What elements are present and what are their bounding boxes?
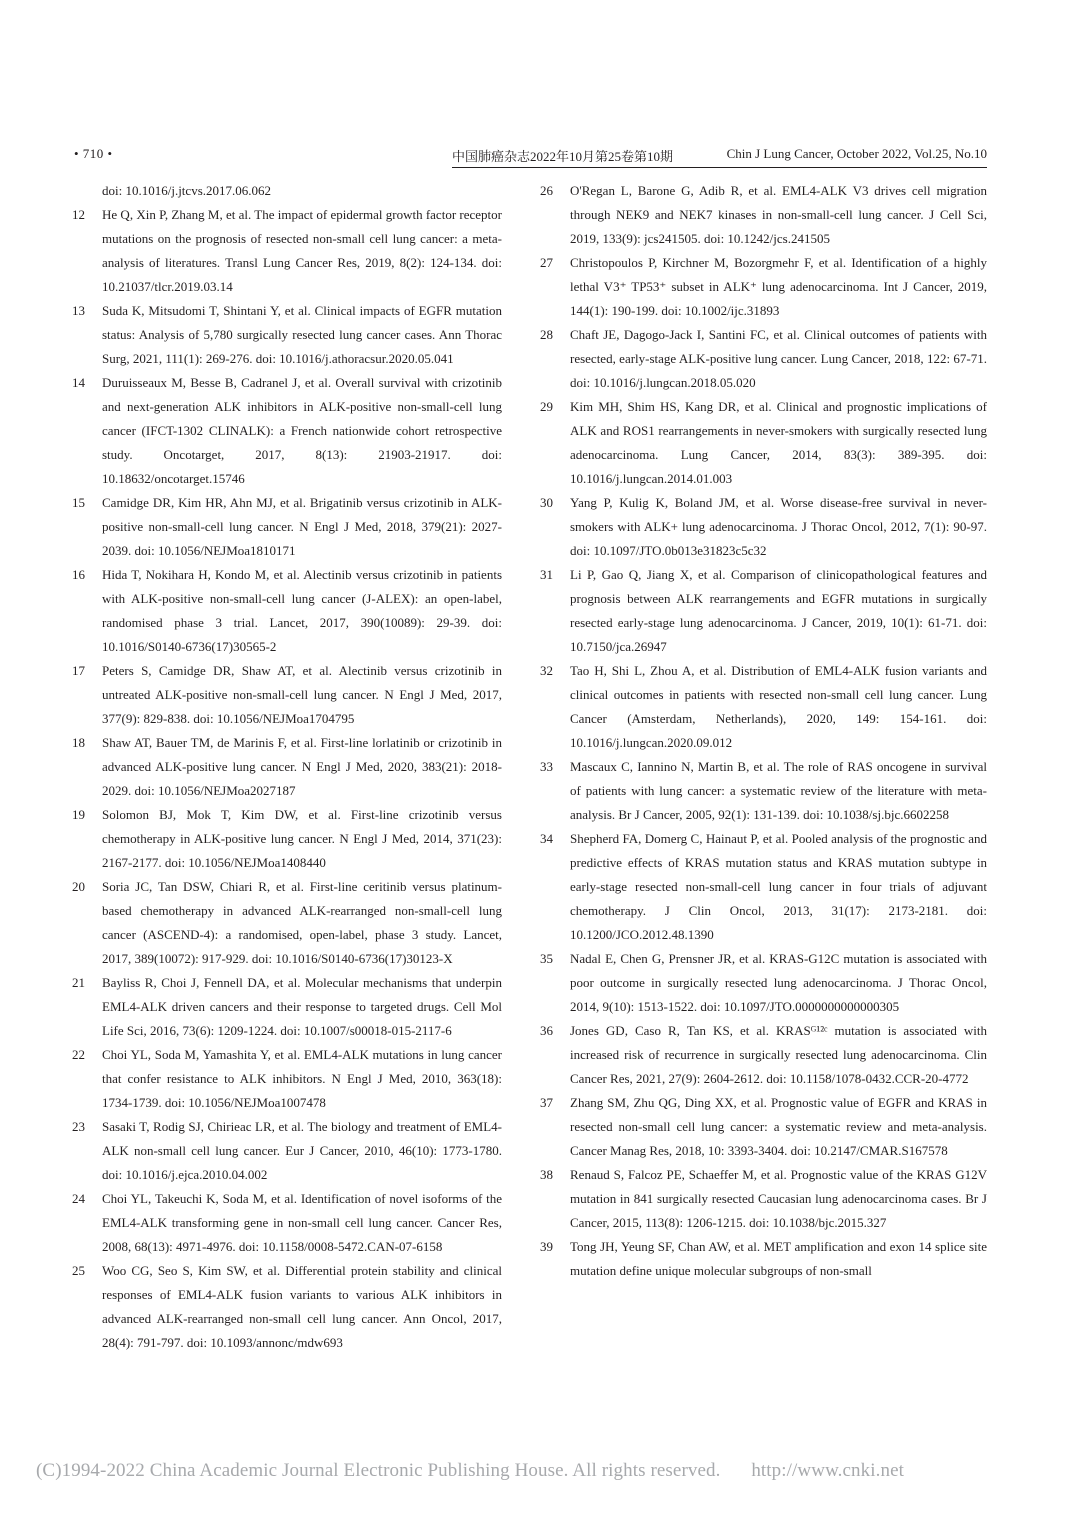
reference-item xyxy=(72,563,502,659)
reference-number: 20 xyxy=(72,879,85,894)
reference-text: Camidge DR, Kim HR, Ahn MJ, et al. Brigatinib versus crizotinib in ALK-positive non-small-cell lung cancer. N Engl J Med, 2018, 379(21): 2027-2039. doi: 10.1056/NEJMoa1810171 xyxy=(102,495,502,558)
reference-number: 37 xyxy=(540,1095,553,1110)
reference-item xyxy=(72,1187,502,1259)
reference-text: Choi YL, Takeuchi K, Soda M, et al. Identification of novel isoforms of the EML4-ALK transforming gene in non-small cell lung cancer. Cancer Res, 2008, 68(13): 4971-4976. doi: 10.1158/0008-5472.CAN-07-6158 xyxy=(102,1191,502,1254)
reference-number: 16 xyxy=(72,567,85,582)
reference-text: Chaft JE, Dagogo-Jack I, Santini FC, et al. Clinical outcomes of patients with resected, early-stage ALK-positive lung cancer. Lung Cancer, 2018, 122: 67-71. doi: 10.1016/j.lungcan.2018.05.020 xyxy=(570,327,987,390)
reference-number: 23 xyxy=(72,1119,85,1134)
reference-number: 28 xyxy=(540,327,553,342)
reference-item xyxy=(540,179,987,251)
reference-item xyxy=(72,803,502,875)
reference-number: 21 xyxy=(72,975,85,990)
reference-item xyxy=(72,971,502,1043)
reference-text: Zhang SM, Zhu QG, Ding XX, et al. Prognostic value of EGFR and KRAS in resected non-small cell lung cancer: a systematic review and meta-analysis. Cancer Manag Res, 2018, 10: 3393-3404. doi: 10.2147/CMAR.S167578 xyxy=(570,1095,987,1158)
reference-item xyxy=(72,203,502,299)
reference-item xyxy=(72,875,502,971)
reference-text: Kim MH, Shim HS, Kang DR, et al. Clinical and prognostic implications of ALK and ROS1 rearrangements in never-smokers with surgically resected lung adenocarcinoma. Lung Cancer, 2014, 83(3): 389-395. doi: 10.1016/j.lungcan.2014.01.003 xyxy=(570,399,987,486)
reference-column-left xyxy=(72,179,502,1355)
reference-number: 14 xyxy=(72,375,85,390)
reference-text: Suda K, Mitsudomi T, Shintani Y, et al. Clinical impacts of EGFR mutation status: Analysis of 5,780 surgically resected lung cancer cases. Ann Thorac Surg, 2021, 111(1): 269-276. doi: 10.1016/j.athoracsur.2020.05.041 xyxy=(102,303,502,366)
reference-item xyxy=(540,659,987,755)
reference-number: 24 xyxy=(72,1191,85,1206)
reference-number: 25 xyxy=(72,1263,85,1278)
reference-number: 17 xyxy=(72,663,85,678)
reference-text: doi: 10.1016/j.jtcvs.2017.06.062 xyxy=(102,183,271,198)
reference-text: He Q, Xin P, Zhang M, et al. The impact of epidermal growth factor receptor mutations on the prognosis of resected non-small cell lung cancer: a meta-analysis of literatures. Transl Lung Cancer Res, 2019, 8(2): 124-134. doi: 10.21037/tlcr.2019.03.14 xyxy=(102,207,502,294)
reference-number: 22 xyxy=(72,1047,85,1062)
reference-text: Tong JH, Yeung SF, Chan AW, et al. MET amplification and exon 14 splice site mutation define unique molecular subgroups of non-small xyxy=(570,1239,987,1278)
reference-item xyxy=(72,299,502,371)
reference-item xyxy=(540,563,987,659)
reference-item xyxy=(540,395,987,491)
reference-number: 26 xyxy=(540,183,553,198)
reference-number: 31 xyxy=(540,567,553,582)
journal-title-cn: 中国肺癌杂志2022年10月第25卷第10期 xyxy=(452,149,674,164)
reference-item xyxy=(72,659,502,731)
reference-number: 38 xyxy=(540,1167,553,1182)
reference-text: Nadal E, Chen G, Prensner JR, et al. KRAS-G12C mutation is associated with poor outcome in surgically resected lung adenocarcinoma. J Thorac Oncol, 2014, 9(10): 1513-1522. doi: 10.1097/JTO.0000000000000305 xyxy=(570,951,987,1014)
reference-item xyxy=(72,371,502,491)
reference-text: Bayliss R, Choi J, Fennell DA, et al. Molecular mechanisms that underpin EML4-ALK driven cancers and their response to targeted drugs. Cell Mol Life Sci, 2016, 73(6): 1209-1224. doi: 10.1007/s00018-015-2117-6 xyxy=(102,975,502,1038)
reference-number: 30 xyxy=(540,495,553,510)
journal-title-en: Chin J Lung Cancer, October 2022, Vol.25, No.10 xyxy=(726,146,987,161)
reference-item xyxy=(72,491,502,563)
copyright-footer xyxy=(36,1460,904,1482)
reference-text: Hida T, Nokihara H, Kondo M, et al. Alectinib versus crizotinib in patients with ALK-positive non-small-cell lung cancer (J-ALEX): an open-label, randomised phase 3 trial. Lancet, 2017, 390(10089): 29-39. doi: 10.1016/S0140-6736(17)30565-2 xyxy=(102,567,502,654)
reference-item xyxy=(72,1259,502,1355)
reference-number: 13 xyxy=(72,303,85,318)
reference-number: 29 xyxy=(540,399,553,414)
reference-number: 15 xyxy=(72,495,85,510)
reference-text: Sasaki T, Rodig SJ, Chirieac LR, et al. The biology and treatment of EML4-ALK non-small cell lung cancer. Eur J Cancer, 2010, 46(10): 1773-1780. doi: 10.1016/j.ejca.2010.04.002 xyxy=(102,1119,502,1182)
reference-text: Choi YL, Soda M, Yamashita Y, et al. EML4-ALK mutations in lung cancer that confer resistance to ALK inhibitors. N Engl J Med, 2010, 363(18): 1734-1739. doi: 10.1056/NEJMoa1007478 xyxy=(102,1047,502,1110)
reference-item xyxy=(540,1091,987,1163)
reference-number: 34 xyxy=(540,831,553,846)
footer-url-link[interactable]: http://www.cnki.net xyxy=(751,1460,904,1481)
reference-text: Soria JC, Tan DSW, Chiari R, et al. First-line ceritinib versus platinum-based chemotherapy in advanced ALK-rearranged non-small-cell lung cancer (ASCEND-4): a randomised, open-label, phase 3 study. Lancet, 2017, 389(10072): 917-929. doi: 10.1016/S0140-6736(17)30123-X xyxy=(102,879,502,966)
reference-item xyxy=(72,1043,502,1115)
reference-column-right xyxy=(540,179,987,1283)
reference-item xyxy=(540,1019,987,1091)
reference-item xyxy=(72,179,502,203)
reference-item xyxy=(540,1235,987,1283)
reference-text: Woo CG, Seo S, Kim SW, et al. Differential protein stability and clinical responses of EML4-ALK fusion variants to various ALK inhibitors in advanced ALK-rearranged non-small cell lung cancer. Ann Oncol, 2017, 28(4): 791-797. doi: 10.1093/annonc/mdw693 xyxy=(102,1263,502,1350)
reference-number: 19 xyxy=(72,807,85,822)
reference-number: 18 xyxy=(72,735,85,750)
reference-number: 39 xyxy=(540,1239,553,1254)
reference-text: Solomon BJ, Mok T, Kim DW, et al. First-line crizotinib versus chemotherapy in ALK-positive lung cancer. N Engl J Med, 2014, 371(23): 2167-2177. doi: 10.1056/NEJMoa1408440 xyxy=(102,807,502,870)
reference-text: Christopoulos P, Kirchner M, Bozorgmehr F, et al. Identification of a highly lethal V3⁺ TP53⁺ subset in ALK⁺ lung adenocarcinoma. Int J Cancer, 2019, 144(1): 190-199. doi: 10.1002/ijc.31893 xyxy=(570,255,987,318)
reference-text: Shepherd FA, Domerg C, Hainaut P, et al. Pooled analysis of the prognostic and predictive effects of KRAS mutation status and KRAS mutation subtype in early-stage resected non-small-cell lung cancer in four trials of adjuvant chemotherapy. J Clin Oncol, 2013, 31(17): 2173-2181. doi: 10.1200/JCO.2012.48.1390 xyxy=(570,831,987,942)
reference-text: Yang P, Kulig K, Boland JM, et al. Worse disease-free survival in never-smokers with ALK+ lung adenocarcinoma. J Thorac Oncol, 2012, 7(1): 90-97. doi: 10.1097/JTO.0b013e31823c5c32 xyxy=(570,495,987,558)
journal-header xyxy=(452,146,987,168)
reference-item xyxy=(540,947,987,1019)
reference-item xyxy=(540,827,987,947)
reference-item xyxy=(540,755,987,827)
reference-text: Li P, Gao Q, Jiang X, et al. Comparison of clinicopathological features and prognosis between ALK rearrangements and EGFR mutations in surgically resected early-stage lung adenocarcinoma. J Cancer, 2019, 10(1): 61-71. doi: 10.7150/jca.26947 xyxy=(570,567,987,654)
copyright-text: (C)1994-2022 China Academic Journal Electronic Publishing House. All rights reserved. xyxy=(36,1460,721,1481)
reference-number: 12 xyxy=(72,207,85,222)
reference-item xyxy=(72,731,502,803)
reference-text: Shaw AT, Bauer TM, de Marinis F, et al. First-line lorlatinib or crizotinib in advanced ALK-positive lung cancer. N Engl J Med, 2020, 383(21): 2018-2029. doi: 10.1056/NEJMoa2027187 xyxy=(102,735,502,798)
reference-item xyxy=(72,1115,502,1187)
reference-text: Jones GD, Caso R, Tan KS, et al. KRASᴳ¹²ᶜ mutation is associated with increased risk of recurrence in surgically resected lung adenocarcinoma. Clin Cancer Res, 2021, 27(9): 2604-2612. doi: 10.1158/1078-0432.CCR-20-4772 xyxy=(570,1023,987,1086)
reference-item xyxy=(540,323,987,395)
reference-number xyxy=(72,179,102,203)
reference-text: Mascaux C, Iannino N, Martin B, et al. The role of RAS oncogene in survival of patients with lung cancer: a systematic review of the literature with meta-analysis. Br J Cancer, 2005, 92(1): 131-139. doi: 10.1038/sj.bjc.6602258 xyxy=(570,759,987,822)
reference-text: O'Regan L, Barone G, Adib R, et al. EML4-ALK V3 drives cell migration through NEK9 and NEK7 kinases in non-small-cell lung cancer. J Cell Sci, 2019, 133(9): jcs241505. doi: 10.1242/jcs.241505 xyxy=(570,183,987,246)
reference-number: 33 xyxy=(540,759,553,774)
reference-item xyxy=(540,251,987,323)
reference-item xyxy=(540,1163,987,1235)
reference-number: 32 xyxy=(540,663,553,678)
reference-item xyxy=(540,491,987,563)
reference-text: Renaud S, Falcoz PE, Schaeffer M, et al. Prognostic value of the KRAS G12V mutation in 841 surgically resected Caucasian lung adenocarcinoma cases. Br J Cancer, 2015, 113(8): 1206-1215. doi: 10.1038/bjc.2015.327 xyxy=(570,1167,987,1230)
reference-number: 36 xyxy=(540,1023,553,1038)
page-number: • 710 • xyxy=(74,146,113,161)
reference-number: 27 xyxy=(540,255,553,270)
reference-text: Peters S, Camidge DR, Shaw AT, et al. Alectinib versus crizotinib in untreated ALK-positive non-small-cell lung cancer. N Engl J Med, 2017, 377(9): 829-838. doi: 10.1056/NEJMoa1704795 xyxy=(102,663,502,726)
reference-number: 35 xyxy=(540,951,553,966)
reference-text: Duruisseaux M, Besse B, Cadranel J, et al. Overall survival with crizotinib and next-generation ALK inhibitors in ALK-positive non-small-cell lung cancer (IFCT-1302 CLINALK): a French nationwide cohort retrospective study. Oncotarget, 2017, 8(13): 21903-21917. doi: 10.18632/oncotarget.15746 xyxy=(102,375,502,486)
reference-text: Tao H, Shi L, Zhou A, et al. Distribution of EML4-ALK fusion variants and clinical outcomes in patients with resected non-small cell lung cancer. Lung Cancer (Amsterdam, Netherlands), 2020, 149: 154-161. doi: 10.1016/j.lungcan.2020.09.012 xyxy=(570,663,987,750)
